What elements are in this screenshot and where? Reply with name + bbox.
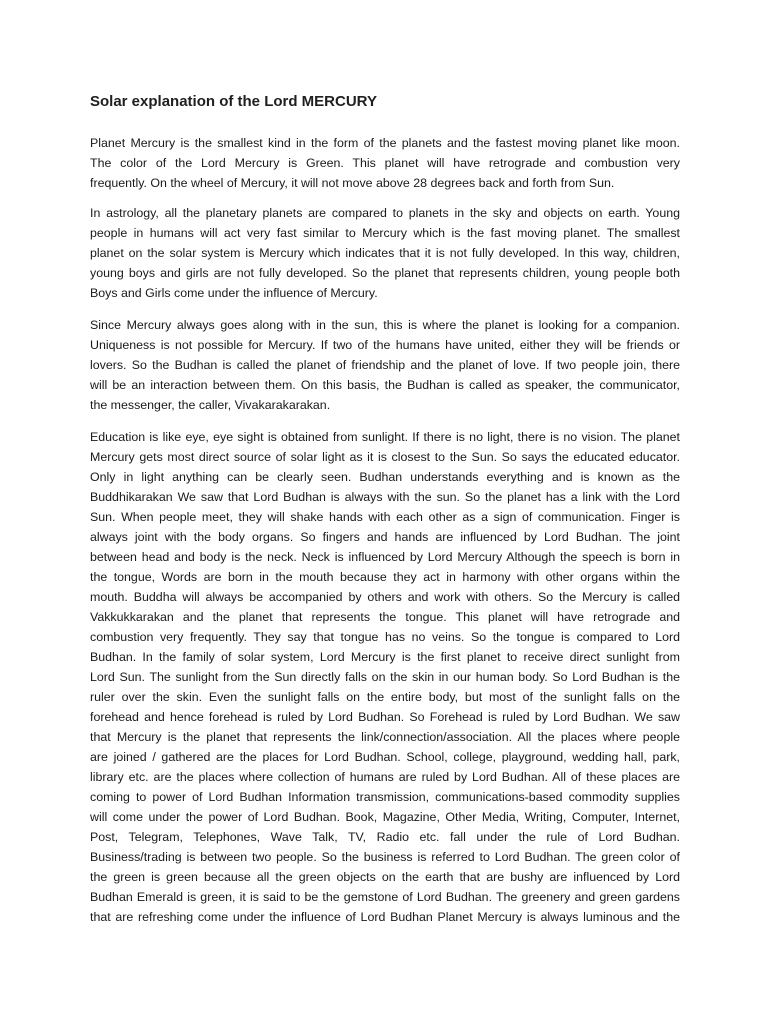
text-line: Planet Mercury is the smallest kind in the form of the planets and the fastest moving planet like moon. — [90, 136, 680, 150]
text-line: mouth. Buddha will always be accompanied by others and work with others. So the Mercury is called — [90, 590, 680, 604]
text-line: young boys and girls are not fully developed. So the planet that represents children, young people both — [90, 266, 680, 280]
text-line: Education is like eye, eye sight is obtained from sunlight. If there is no light, there is no vision. The planet — [90, 430, 680, 444]
text-line: Boys and Girls come under the influence of Mercury. — [90, 286, 378, 300]
text-line: Buddhikarakan We saw that Lord Budhan is always with the sun. So the planet has a link with the Lord — [90, 490, 680, 504]
text-line: Only in light anything can be clearly seen. Budhan understands everything and is known as the — [90, 470, 680, 484]
paragraph-2 — [90, 203, 680, 303]
text-line: always joint with the body organs. So fingers and hands are influenced by Lord Budhan. The joint — [90, 530, 680, 544]
text-line: Uniqueness is not possible for Mercury. If two of the humans have united, either they will be friends or — [90, 338, 680, 352]
text-line: planet on the solar system is Mercury which indicates that it is not fully developed. In this way, children, — [90, 246, 680, 260]
text-line: are joined / gathered are the places for Lord Budhan. School, college, playground, wedding hall, park, — [90, 750, 680, 764]
text-line: Vakkukkarakan and the planet that represents the tongue. This planet will have retrograde and — [90, 610, 680, 624]
text-line: Since Mercury always goes along with in the sun, this is where the planet is looking for a companion. — [90, 318, 680, 332]
text-line: that are refreshing come under the influence of Lord Budhan Planet Mercury is always luminous and the — [90, 910, 680, 924]
text-line: combustion very frequently. They say that tongue has no veins. So the tongue is compared to Lord — [90, 630, 680, 644]
text-line: coming to power of Lord Budhan Information transmission, communications-based commodity supplies — [90, 790, 680, 804]
text-line: Lord Sun. The sunlight from the Sun directly falls on the skin in our human body. So Lord Budhan is the — [90, 670, 680, 684]
text-line: the green is green because all the green objects on the earth that are bushy are influenced by Lord — [90, 870, 680, 884]
paragraph-1 — [90, 133, 680, 193]
text-line: will come under the power of Lord Budhan. Book, Magazine, Other Media, Writing, Computer, Internet, — [90, 810, 680, 824]
text-line: between head and body is the neck. Neck is influenced by Lord Mercury Although the speech is born in — [90, 550, 680, 564]
text-line: Mercury gets most direct source of solar light as it is closest to the Sun. So says the educated educator. — [90, 450, 680, 464]
text-line: forehead and hence forehead is ruled by Lord Budhan. So Forehead is ruled by Lord Budhan. We saw — [90, 710, 680, 724]
text-line: The color of the Lord Mercury is Green. This planet will have retrograde and combustion very — [90, 156, 680, 170]
text-line: that Mercury is the planet that represents the link/connection/association. All the places where people — [90, 730, 680, 744]
text-line: the tongue, Words are born in the mouth because they act in harmony with other organs within the — [90, 570, 680, 584]
text-line: ruler over the skin. Even the sunlight falls on the entire body, but most of the sunlight falls on the — [90, 690, 680, 704]
text-line: Budhan. In the family of solar system, Lord Mercury is the first planet to receive direct sunlight from — [90, 650, 680, 664]
text-line: the messenger, the caller, Vivakarakarakan. — [90, 398, 331, 412]
paragraph-4 — [90, 427, 680, 927]
paragraph-3 — [90, 315, 680, 415]
text-line: Sun. When people meet, they will shake hands with each other as a sign of communication. Finger is — [90, 510, 680, 524]
text-line: will be an interaction between them. On this basis, the Budhan is called as speaker, the communicator, — [90, 378, 680, 392]
text-line: In astrology, all the planetary planets are compared to planets in the sky and objects on earth. Young — [90, 206, 680, 220]
text-line: Business/trading is between two people. So the business is referred to Lord Budhan. The green color of — [90, 850, 680, 864]
text-line: lovers. So the Budhan is called the planet of friendship and the planet of love. If two people join, there — [90, 358, 680, 372]
text-line: people in humans will act very fast similar to Mercury which is the fast moving planet. The smallest — [90, 226, 680, 240]
text-line: Post, Telegram, Telephones, Wave Talk, TV, Radio etc. fall under the rule of Lord Budhan. — [90, 830, 680, 844]
text-line: Budhan Emerald is green, it is said to be the gemstone of Lord Budhan. The greenery and green gardens — [90, 890, 680, 904]
text-line: frequently. On the wheel of Mercury, it will not move above 28 degrees back and forth from Sun. — [90, 176, 615, 190]
document-title: Solar explanation of the Lord MERCURY — [90, 93, 377, 110]
text-line: library etc. are the places where collection of humans are ruled by Lord Budhan. All of these places are — [90, 770, 680, 784]
